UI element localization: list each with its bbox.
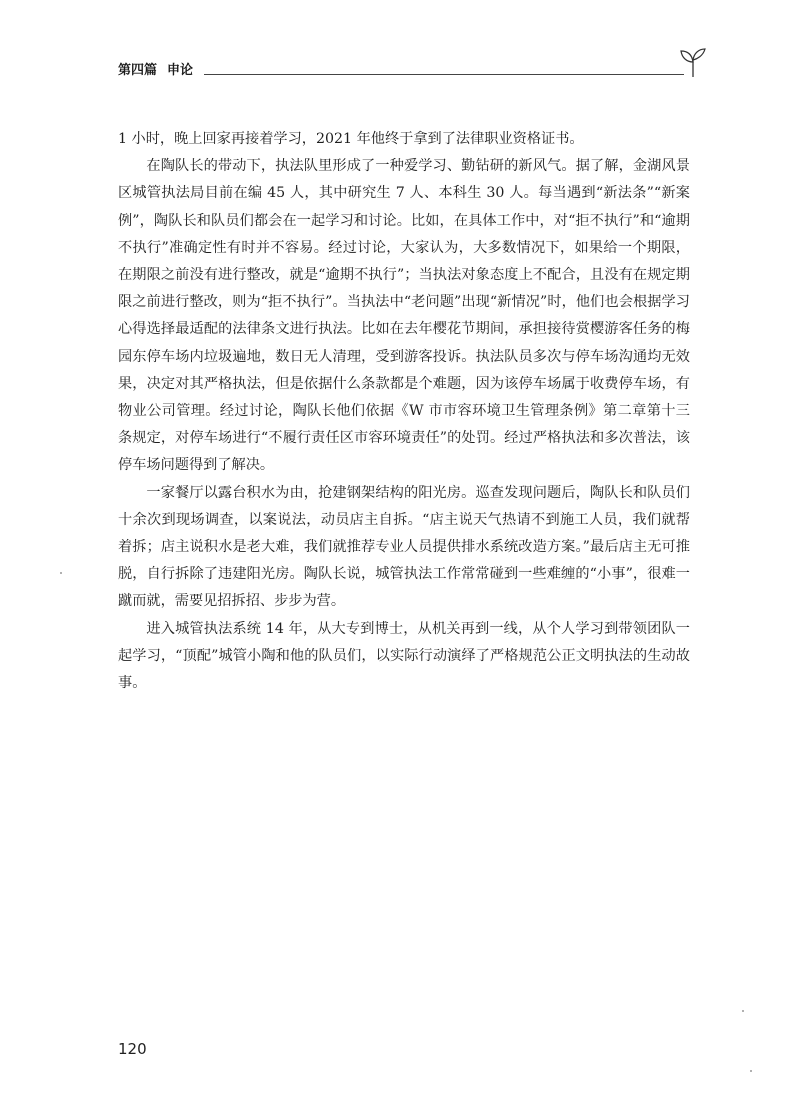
header-part: 第四篇 xyxy=(118,63,158,78)
scan-speck xyxy=(750,1070,752,1072)
paragraph-4: 进入城管执法系统 14 年，从大专到博士，从机关再到一线，从个人学习到带领团队一起学习，“顶配”城管小陶和他的队员们，以实际行动演绎了严格规范公正文明执法的生动故事。 xyxy=(118,620,690,692)
paragraph-1: 1 小时，晚上回家再接着学习，2021 年他终于拿到了法律职业资格证书。 xyxy=(118,131,584,147)
sprout-icon xyxy=(678,46,708,78)
article-body xyxy=(118,126,690,697)
header-title xyxy=(118,62,193,80)
scan-speck xyxy=(742,1010,744,1012)
page-header xyxy=(118,62,698,88)
header-rule xyxy=(204,74,684,75)
paragraph-2: 在陶队长的带动下，执法队里形成了一种爱学习、勤钻研的新风气。据了解，金湖风景区城管执法局目前在编 45 人，其中研究生 7 人、本科生 30 人。每当遇到“新法条”“新案例”，陶队长和队员们都会在一起学习和讨论。比如，在具体工作中，对“拒不执行”和“逾期不执行”准确定性有时并不容易。经过讨论，大家认为，大多数情况下，如果给一个期限，在期限之前没有进行整改，就是“逾期不执行”；当执法对象态度上不配合，且没有在规定期限之前进行整改，则为“拒不执行”。当执法中“老问题”出现“新情况”时，他们也会根据学习心得选择最适配的法律条文进行执法。比如在去年樱花节期间，承担接待赏樱游客任务的梅园东停车场内垃圾遍地，数日无人清理，受到游客投诉。执法队员多次与停车场沟通均无效果，决定对其严格执法，但是依据什么条款都是个难题，因为该停车场属于收费停车场，有物业公司管理。经过讨论，陶队长他们依据《W 市市容环境卫生管理条例》第二章第十三条规定，对停车场进行“不履行责任区市容环境责任”的处罚。经过严格执法和多次普法，该停车场问题得到了解决。 xyxy=(118,158,690,474)
paragraph-3: 一家餐厅以露台积水为由，抢建钢架结构的阳光房。巡查发现问题后，陶队长和队员们十余次到现场调查，以案说法，动员店主自拆。“店主说天气热请不到施工人员，我们就帮着拆；店主说积水是老大难，我们就推荐专业人员提供排水系统改造方案。”最后店主无可推脱，自行拆除了违建阳光房。陶队长说，城管执法工作常常碰到一些难缠的“小事”，很难一蹴而就，需要见招拆招、步步为营。 xyxy=(118,484,690,610)
scan-speck xyxy=(60,572,62,574)
page-number: 120 xyxy=(118,1040,147,1058)
header-section: 申论 xyxy=(167,63,194,78)
